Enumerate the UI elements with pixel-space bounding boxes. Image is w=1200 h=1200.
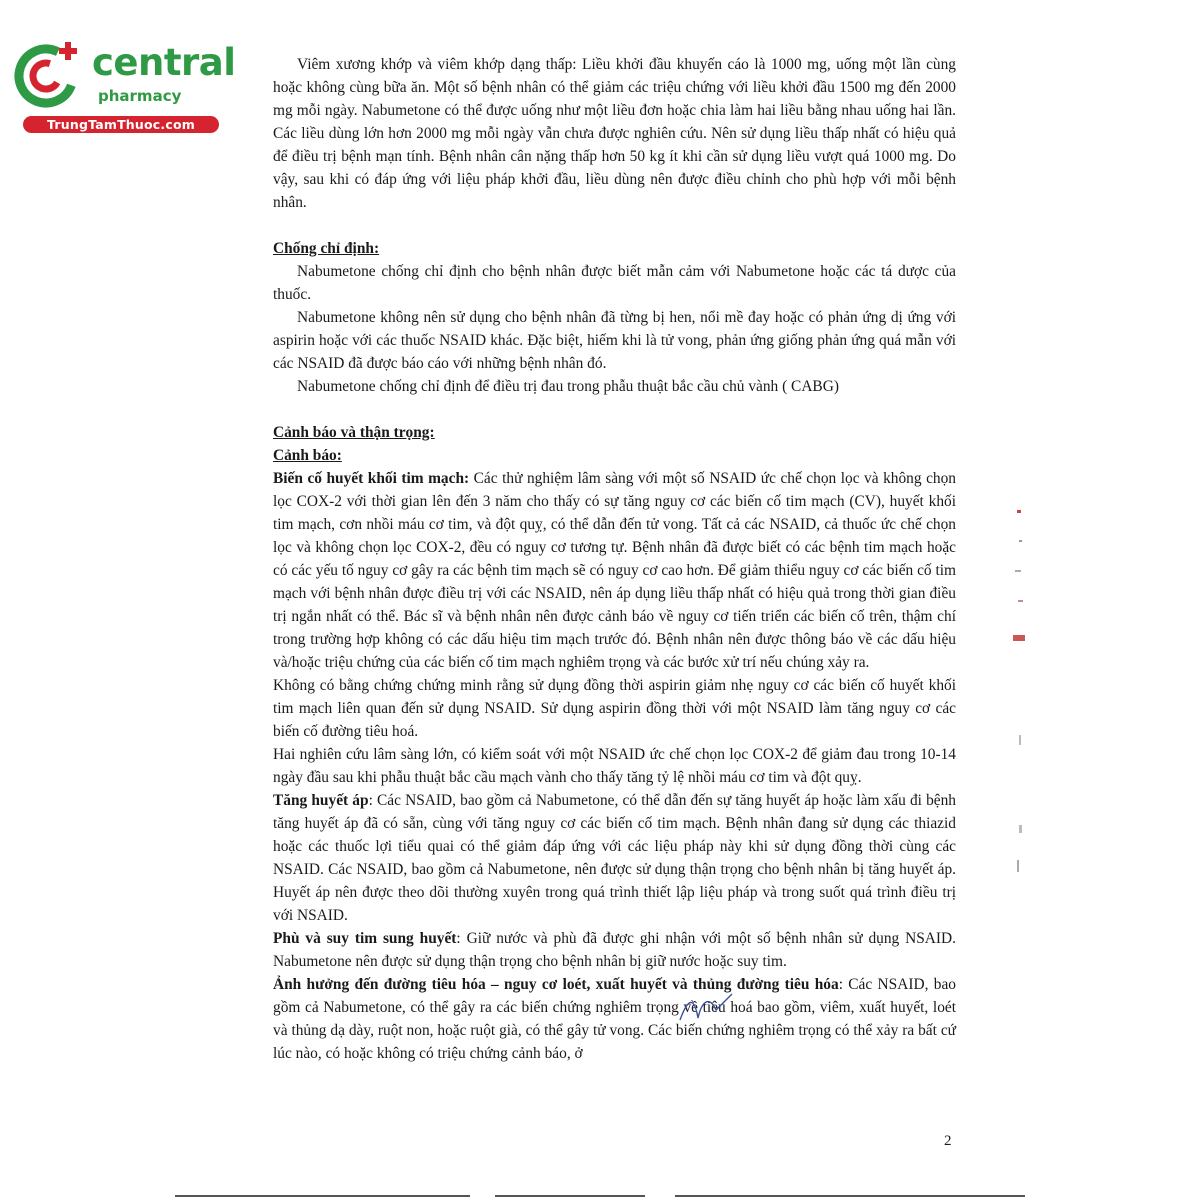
cardiovascular-warning-paragraph bbox=[273, 467, 956, 674]
contraindication-paragraph: Nabumetone không nên sử dụng cho bệnh nhân đã từng bị hen, nổi mề đay hoặc có phản ứng dị ứng với aspirin hoặc với các thuốc NSAID khác. Đặc biệt, hiếm khi là tử vong, phản ứng giống phản ứng quá mẫn với các NSAID đã được báo cáo với những bệnh nhân đó. bbox=[273, 309, 956, 372]
cabg-studies-paragraph: Hai nghiên cứu lâm sàng lớn, có kiểm soát với một NSAID ức chế chọn lọc COX-2 để giảm đau trong 10-14 ngày đầu sau khi phẫu thuật bắc cầu mạch vành cho thấy tăng tỷ lệ nhồi máu cơ tim và đột quỵ. bbox=[273, 746, 956, 786]
warnings-subheading: Cảnh báo: bbox=[273, 447, 342, 464]
gastrointestinal-paragraph bbox=[273, 973, 956, 1065]
section-gap bbox=[273, 398, 956, 421]
contraindications-heading: Chống chỉ định: bbox=[273, 240, 380, 257]
logo-tagline: pharmacy bbox=[98, 87, 182, 105]
cardiovascular-warning-lead: Biến cố huyết khối tim mạch: bbox=[273, 470, 470, 487]
aspirin-paragraph: Không có bằng chứng chứng minh rằng sử dụng đồng thời aspirin giảm nhẹ nguy cơ các biến cố huyết khối tim mạch liên quan đến sử dụng NSAID. Sử dụng aspirin đồng thời với một NSAID làm tăng nguy cơ các biến cố đường tiêu hoá. bbox=[273, 677, 956, 740]
contraindication-paragraph: Nabumetone chống chỉ định cho bệnh nhân được biết mẫn cảm với Nabumetone hoặc các tá dược của thuốc. bbox=[273, 263, 956, 303]
document-body bbox=[273, 53, 956, 1065]
dosage-paragraph: Viêm xương khớp và viêm khớp dạng thấp: Liều khởi đầu khuyến cáo là 1000 mg, uống một lần cùng hoặc không cùng bữa ăn. Một số bệnh nhân có thể giảm các triệu chứng với liều khởi đầu 1500 mg đến 2000 mg mỗi ngày. Nabumetone có thể được uống như một liều đơn hoặc chia làm hai liều bằng nhau uống hai lần. Các liều dùng lớn hơn 2000 mg mỗi ngày vẫn chưa được nghiên cứu. Nên sử dụng liều thấp nhất có hiệu quả để điều trị bệnh mạn tính. Bệnh nhân cân nặng thấp hơn 50 kg ít khi cần sử dụng liều vượt quá 1000 mg. Do vậy, sau khi có đáp ứng với liệu pháp khởi đầu, liều dùng nên được điều chỉnh cho phù hợp với mỗi bệnh nhân. bbox=[273, 56, 956, 211]
gastrointestinal-lead: Ảnh hưởng đến đường tiêu hóa – nguy cơ loét, xuất huyết và thủng đường tiêu hóa bbox=[273, 976, 839, 993]
logo-brand-name: central bbox=[92, 41, 236, 84]
warnings-heading: Cảnh báo và thận trọng: bbox=[273, 424, 435, 441]
hypertension-paragraph bbox=[273, 789, 956, 927]
contraindication-paragraph: Nabumetone chống chỉ định để điều trị đau trong phẫu thuật bắc cầu chủ vành ( CABG) bbox=[297, 378, 839, 395]
page-number: 2 bbox=[944, 1133, 952, 1149]
edema-text: : Giữ nước và phù đã được ghi nhận với một số bệnh nhân sử dụng NSAID. Nabumetone nên được sử dụng thận trọng cho bệnh nhân bị giữ nước hoặc suy tim. bbox=[273, 930, 956, 970]
hypertension-lead: Tăng huyết áp bbox=[273, 792, 369, 809]
bottom-scan-rules bbox=[175, 1195, 1025, 1199]
pen-stroke-mark bbox=[676, 990, 736, 1030]
cardiovascular-warning-text: Các thử nghiệm lâm sàng với một số NSAID ức chế chọn lọc và không chọn lọc COX-2 với thời gian lên đến 3 năm cho thấy có sự tăng nguy cơ các biến cố tim mạch (CV), huyết khối tim mạch, cơn nhồi máu cơ tim, và đột quỵ, có thể dẫn đến tử vong. Tất cả các NSAID, cả thuốc ức chế chọn lọc và không chọn lọc COX-2, đều có nguy cơ tương tự. Bệnh nhân đã được biết có các bệnh tim mạch hoặc có các yếu tố nguy cơ gây ra các bệnh tim mạch sẽ có nguy cơ cao hơn. Để giảm thiểu nguy cơ các biến cố tim mạch với bệnh nhân được điều trị với các NSAID, nên áp dụng liều thấp nhất có hiệu quả trong thời gian điều trị ngắn nhất có thể. Bác sĩ và bệnh nhân nên được cảnh báo về nguy cơ tiến triển các biến cố trên, thậm chí trong trường hợp không có các dấu hiệu tim mạch trước đó. Bệnh nhân nên được thông báo về các dấu hiệu và/hoặc triệu chứng của các biến cố tim mạch nghiêm trọng và các bước xử trí nếu chúng xảy ra. bbox=[273, 470, 957, 671]
logo-url-badge: TrungTamThuoc.com bbox=[23, 116, 219, 133]
hypertension-text: : Các NSAID, bao gồm cả Nabumetone, có thể dẫn đến sự tăng huyết áp hoặc làm xấu đi bệnh tăng huyết áp đã có sẵn, cùng với tăng nguy cơ các biến cố tim mạch. Bệnh nhân đang sử dụng các thiazid hoặc các thuốc lợi tiểu quai có thể giảm đáp ứng với các liệu pháp này khi sử dụng đồng thời cùng các NSAID. Các NSAID, bao gồm cả Nabumetone, nên được sử dụng thận trọng cho bệnh nhân bị tăng huyết áp. Huyết áp nên được theo dõi thường xuyên trong quá trình thiết lập liệu pháp và trong suốt quá trình điều trị với NSAID. bbox=[273, 792, 957, 924]
scan-edge-marks bbox=[1005, 500, 1035, 900]
gastrointestinal-text: : Các NSAID, bao gồm cả Nabumetone, có thể gây ra các biến chứng nghiêm trọng về tiêu hoá bao gồm, viêm, xuất huyết, loét và thủng dạ dày, ruột non, hoặc ruột già, có thể gây tử vong. Các biến chứng nghiêm trọng có thể xảy ra bất cứ lúc nào, có hoặc không có triệu chứng cảnh báo, ở bbox=[273, 976, 956, 1062]
edema-lead: Phù và suy tim sung huyết bbox=[273, 930, 457, 947]
brand-logo bbox=[10, 36, 236, 138]
section-gap bbox=[273, 214, 956, 237]
central-pharmacy-logo-icon bbox=[10, 36, 88, 114]
edema-paragraph bbox=[273, 927, 956, 973]
